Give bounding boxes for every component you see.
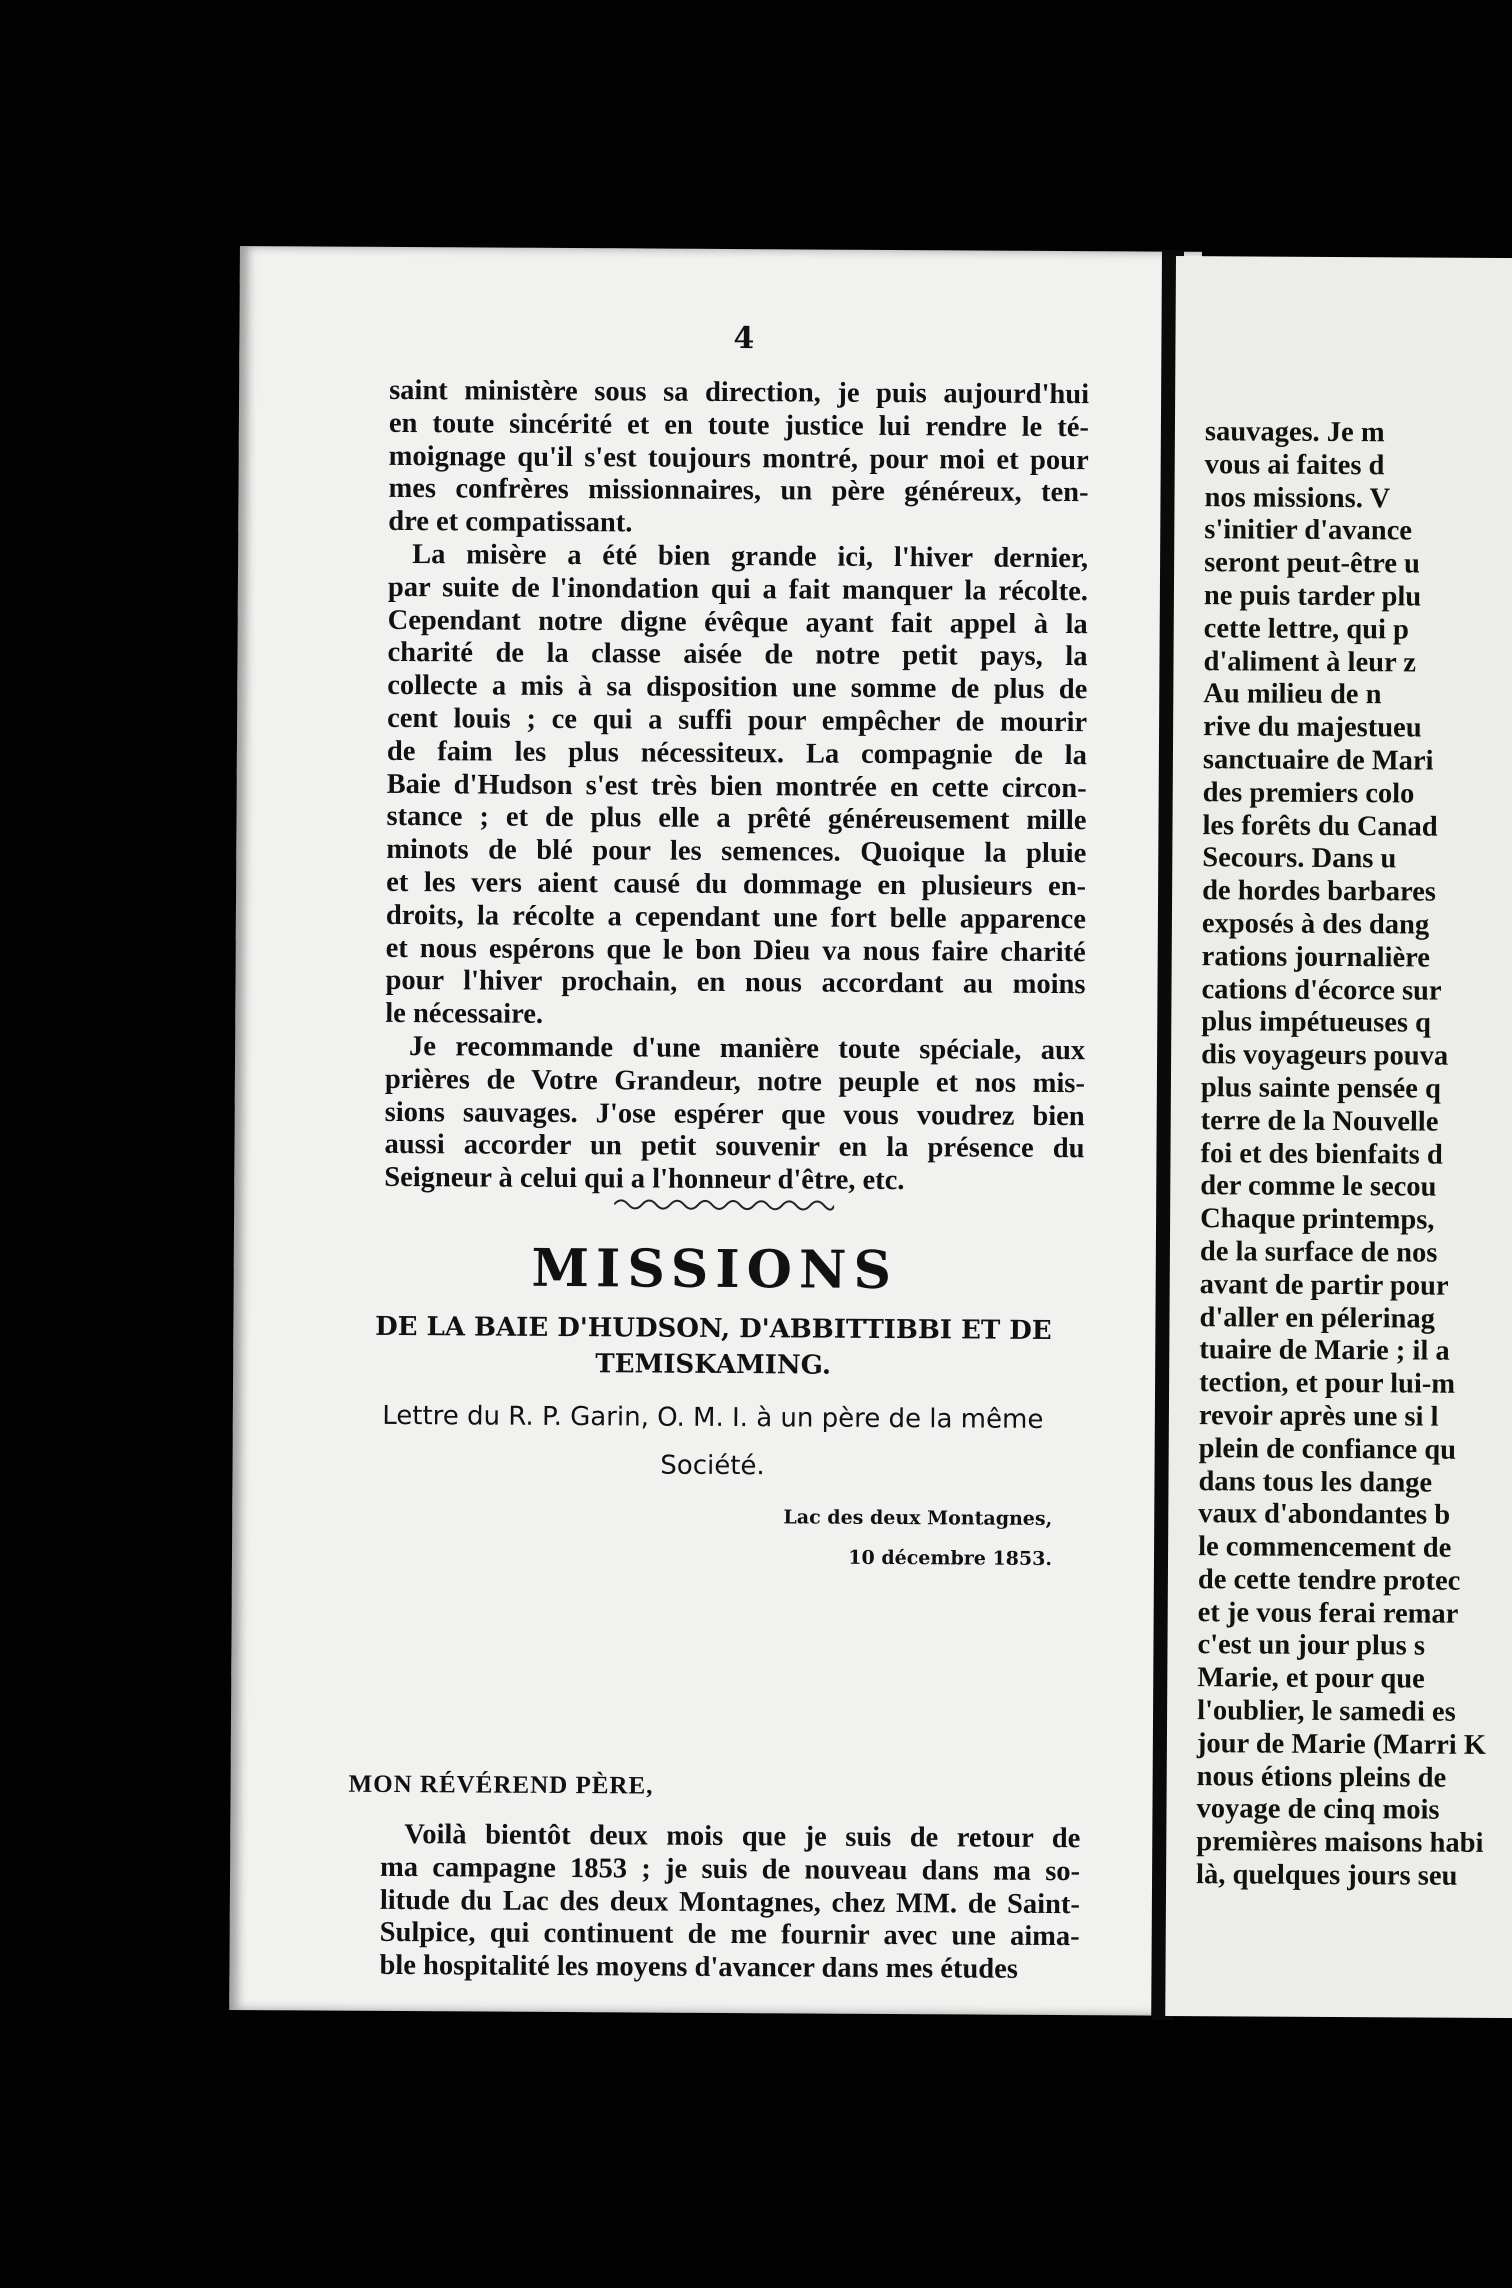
text-line: moignage qu'il s'est toujours montré, pour moi et pour [388, 440, 1089, 476]
text-line: foi et des bienfaits d [1200, 1137, 1443, 1171]
text-line: les forêts du Canad [1202, 809, 1438, 843]
text-line: sanctuaire de Mari [1202, 744, 1434, 777]
paragraph-4 [379, 1819, 1080, 1987]
text-line: aussi accorder un petit souvenir en la présence du [384, 1129, 1085, 1165]
text-line: par suite de l'inondation qui a fait manquer la récolte. [387, 571, 1089, 607]
text-line: et je vous ferai remar [1197, 1596, 1459, 1630]
text-line: La misère a été bien grande ici, l'hiver dernier, [412, 539, 1089, 575]
text-line: tuaire de Marie ; il a [1199, 1334, 1450, 1368]
text-line: nos missions. V [1204, 481, 1391, 514]
text-line: sions sauvages. J'ose espérer que vous voudrez bien [384, 1096, 1085, 1132]
text-line: le nécessaire. [385, 998, 544, 1031]
paragraph-3 [384, 1031, 1085, 1199]
text-line: et nous espérons que le bon Dieu va nous faire charité [385, 932, 1086, 968]
section-subtitle-line-1: DE LA BAIE D'HUDSON, D'ABBITTIBBI ET DE [375, 1311, 1052, 1346]
text-line: Chaque printemps, [1200, 1203, 1435, 1236]
text-line: s'initier d'avance [1204, 514, 1413, 547]
text-line: et les vers aient causé du dommage en plusieurs en- [386, 866, 1087, 903]
text-line: minots de blé pour les semences. Quoique la pluie [386, 834, 1087, 870]
text-line: ma campagne 1853 ; je suis de nouveau dans ma so- [380, 1851, 1081, 1887]
right-page [1165, 256, 1512, 2018]
text-line: sauvages. Je m [1204, 416, 1385, 449]
text-line: tection, et pour lui-m [1199, 1367, 1456, 1400]
text-line: Secours. Dans u [1202, 842, 1397, 875]
text-line: c'est un jour plus s [1197, 1629, 1426, 1663]
text-line: vous ai faites d [1204, 448, 1385, 482]
text-line: ne puis tarder plu [1203, 580, 1422, 613]
section-title: MISSIONS [531, 1237, 899, 1302]
text-line: Je recommande d'une manière toute spéciale, aux [409, 1030, 1086, 1067]
text-line: rive du majestueu [1203, 711, 1422, 744]
salutation: MON RÉVÉREND PÈRE, [348, 1770, 654, 1800]
text-line: de hordes barbares [1202, 875, 1437, 908]
text-line: voyage de cinq mois [1196, 1793, 1440, 1827]
text-line: pour l'hiver prochain, en nous accordant au moins [385, 965, 1086, 1001]
text-line: droits, la récolte a cependant une fort belle apparence [385, 899, 1086, 935]
text-line: collecte a mis à sa disposition une somme de plus de [387, 670, 1088, 706]
section-subtitle-line-2: TEMISKAMING. [595, 1349, 832, 1381]
right-page-text [1196, 416, 1512, 1894]
letter-heading-line-1: Lettre du R. P. Garin, O. M. I. à un père de la même [382, 1400, 1044, 1435]
text-line: avant de partir pour [1199, 1268, 1449, 1302]
letter-date: 10 décembre 1853. [848, 1546, 1053, 1570]
text-line: litude du Lac des deux Montagnes, chez MM. de Saint- [379, 1884, 1080, 1920]
letter-body [379, 1819, 1080, 1987]
text-line: plus impétueuses q [1201, 1006, 1432, 1039]
text-line: plus sainte pensée q [1200, 1072, 1441, 1105]
text-line: ble hospitalité les moyens d'avancer dans mes études [379, 1950, 1018, 1985]
text-line: de cette tendre protec [1197, 1564, 1461, 1597]
text-line: saint ministère sous sa direction, je puis aujourd'hui [389, 374, 1090, 411]
paragraph-2 [385, 539, 1088, 1035]
text-line: revoir après une si l [1198, 1400, 1439, 1433]
paragraph-continuation [384, 375, 1089, 1199]
letter-heading-line-2: Société. [660, 1450, 765, 1482]
text-line: Au milieu de n [1203, 678, 1382, 711]
text-line: seront peut-être u [1204, 547, 1421, 580]
text-line: cations d'écorce sur [1201, 973, 1442, 1007]
text-line: prières de Votre Grandeur, notre peuple et nos mis- [384, 1063, 1085, 1099]
paragraph-1 [388, 375, 1089, 543]
text-line: plein de confiance qu [1198, 1432, 1457, 1466]
text-line: dre et compatissant. [388, 506, 633, 539]
ornament-divider [614, 1196, 834, 1213]
text-line: terre de la Nouvelle [1200, 1104, 1439, 1138]
text-line: d'aliment à leur z [1203, 645, 1417, 679]
text-line: stance ; et de plus elle a prêté généreusement mille [386, 801, 1087, 837]
text-line: cent louis ; ce qui a suffi pour empêcher de mourir [387, 702, 1088, 739]
text-line: des premiers colo [1202, 776, 1415, 810]
text-line: Seigneur à celui qui a l'honneur d'être, etc. [384, 1162, 905, 1197]
text-line: mes confrères missionnaires, un père généreux, ten- [388, 473, 1089, 509]
letter-place: Lac des deux Montagnes, [783, 1506, 1053, 1530]
text-line: nous étions pleins de [1196, 1760, 1447, 1794]
text-line: vaux d'abondantes b [1198, 1498, 1451, 1531]
text-line: rations journalière [1201, 940, 1431, 974]
text-line: exposés à des dang [1201, 908, 1430, 941]
text-line: l'oublier, le samedi es [1197, 1695, 1456, 1728]
text-line: charité de la classe aisée de notre petit pays, la [387, 637, 1088, 673]
text-line: Marie, et pour que [1197, 1662, 1425, 1695]
text-line: le commencement de [1198, 1531, 1452, 1564]
text-line: dans tous les dange [1198, 1465, 1433, 1499]
text-line: de faim les plus nécessiteux. La compagnie de la [386, 735, 1087, 771]
text-line: Baie d'Hudson s'est très bien montrée en cette circon- [386, 768, 1087, 804]
text-line: de la surface de nos [1199, 1236, 1438, 1269]
text-line: en toute sincérité et en toute justice lui rendre le té- [388, 407, 1090, 443]
text-line: der comme le secou [1200, 1170, 1437, 1203]
text-line: dis voyageurs pouva [1201, 1039, 1449, 1072]
text-line: jour de Marie (Marri K [1196, 1728, 1487, 1761]
text-line: cette lettre, qui p [1203, 612, 1410, 646]
text-line: Sulpice, qui continuent de me fournir avec une aima- [379, 1917, 1080, 1953]
text-line: Voilà bientôt deux mois que je suis de retour de [404, 1819, 1081, 1855]
text-line: premières maisons habi [1196, 1826, 1484, 1860]
text-line: là, quelques jours seu [1196, 1859, 1458, 1892]
left-page [229, 246, 1202, 2016]
text-line: d'aller en pélerinag [1199, 1301, 1435, 1335]
page-number: 4 [733, 321, 755, 357]
text-line: Cependant notre digne évêque ayant fait appel à la [387, 604, 1088, 640]
